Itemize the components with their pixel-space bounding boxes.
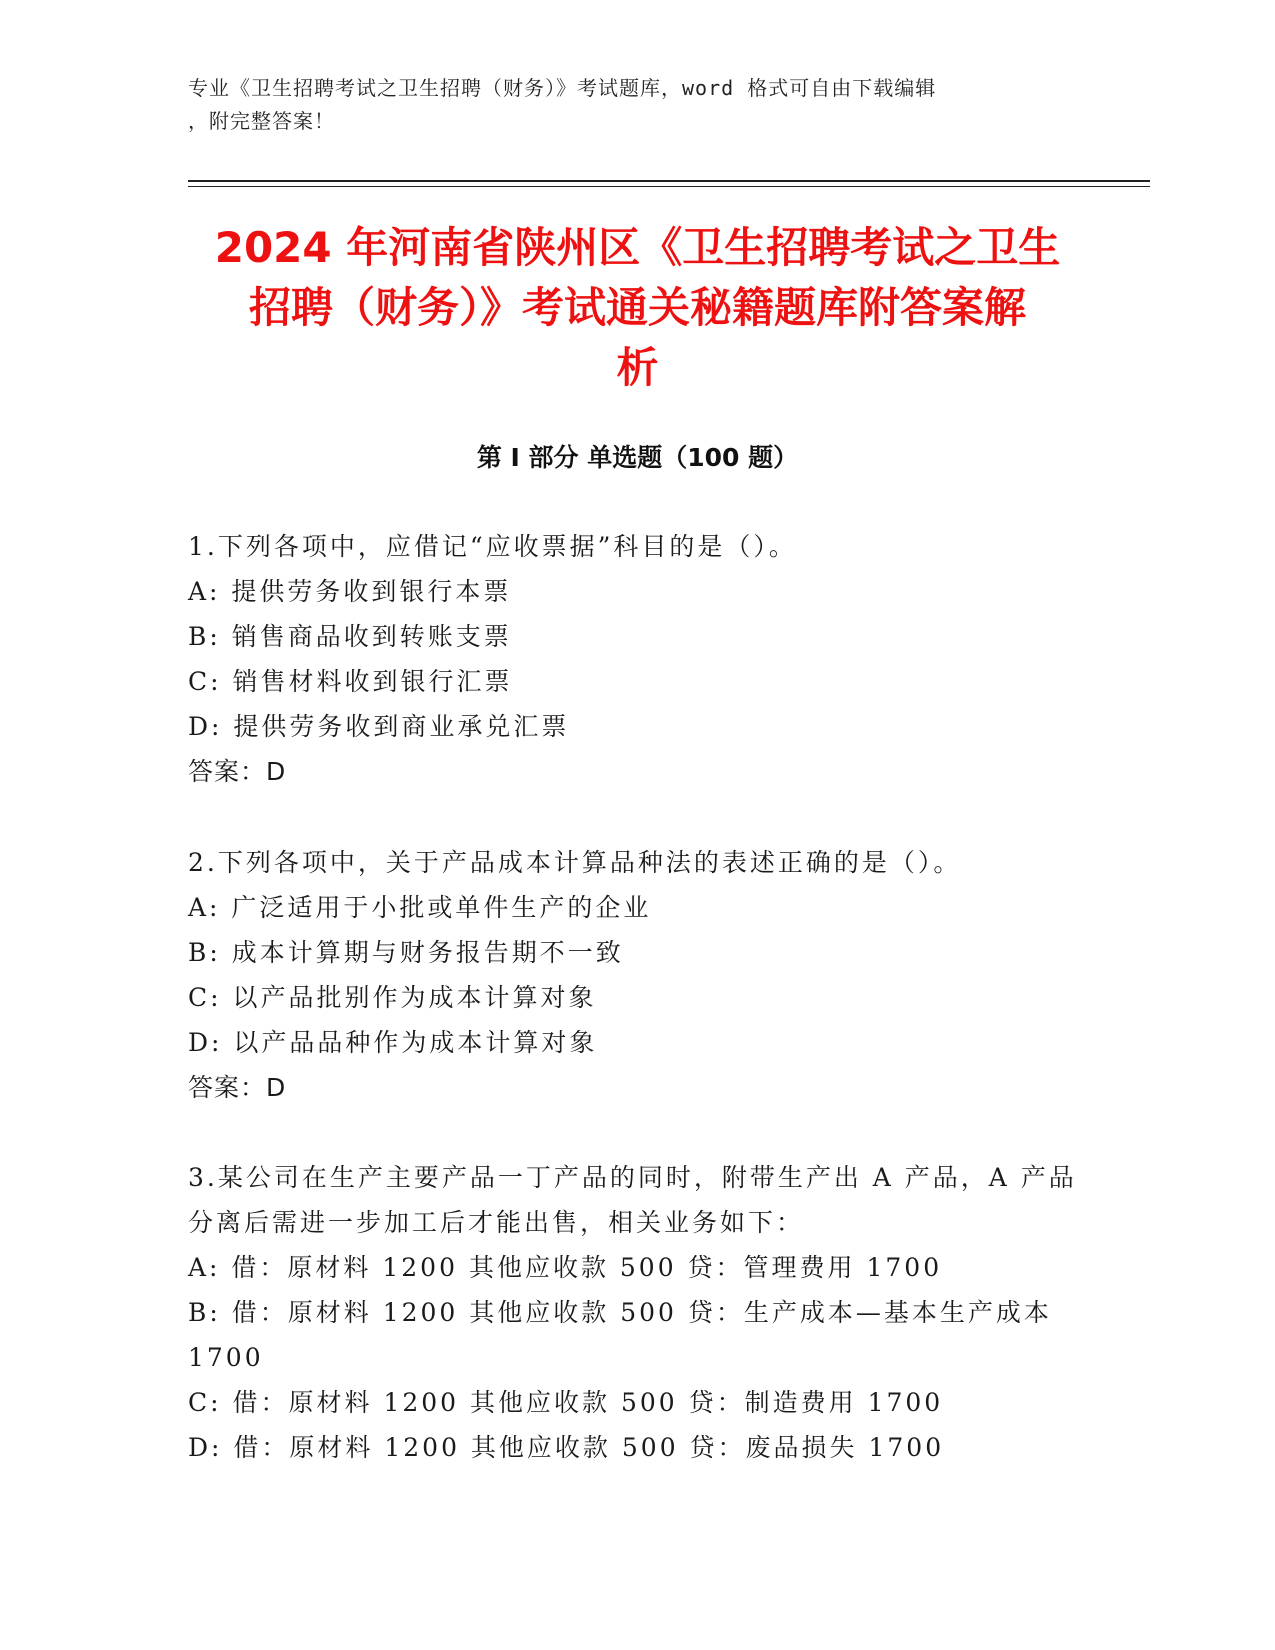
question-stem: 2.下列各项中，关于产品成本计算品种法的表述正确的是（）。 [188, 848, 962, 877]
option-b-continued: 1700 [188, 1343, 264, 1372]
option-d: D: 借：原材料 1200 其他应收款 500 贷：废品损失 1700 [188, 1433, 945, 1462]
question-stem-line-1: 3.某公司在生产主要产品一丁产品的同时，附带生产出 A 产品，A 产品 [188, 1163, 1077, 1192]
document-title [150, 218, 1125, 398]
question-1 [188, 524, 1088, 794]
option-d: D: 以产品品种作为成本计算对象 [188, 1028, 598, 1057]
option-c: C: 销售材料收到银行汇票 [188, 667, 513, 696]
question-stem: 1.下列各项中，应借记“应收票据”科目的是（）。 [188, 532, 797, 561]
header-note-line-1: 专业《卫生招聘考试之卫生招聘（财务）》考试题库，word 格式可自由下载编辑 [188, 76, 937, 100]
option-b: B: 销售商品收到转账支票 [188, 622, 512, 651]
option-d: D: 提供劳务收到商业承兑汇票 [188, 712, 570, 741]
question-stem-line-2: 分离后需进一步加工后才能出售，相关业务如下： [188, 1208, 805, 1237]
section-heading: 第 I 部分 单选题（100 题） [476, 443, 799, 472]
answer: 答案：D [188, 1073, 287, 1102]
header-note [188, 72, 1068, 138]
title-line-2: 招聘（财务）》考试通关秘籍题库附答案解 [248, 283, 1026, 332]
option-a: A: 广泛适用于小批或单件生产的企业 [188, 893, 652, 922]
option-b: B: 借：原材料 1200 其他应收款 500 贷：生产成本—基本生产成本 [188, 1298, 1052, 1327]
header-divider-thick [188, 180, 1150, 182]
question-2 [188, 840, 1088, 1110]
question-3 [188, 1155, 1088, 1470]
header-note-line-2: ，附完整答案！ [188, 109, 335, 133]
title-line-1: 2024 年河南省陕州区《卫生招聘考试之卫生 [214, 223, 1061, 272]
option-b: B: 成本计算期与财务报告期不一致 [188, 938, 624, 967]
answer: 答案：D [188, 757, 287, 786]
option-c: C: 以产品批别作为成本计算对象 [188, 983, 597, 1012]
option-c: C: 借：原材料 1200 其他应收款 500 贷：制造费用 1700 [188, 1388, 944, 1417]
option-a: A: 提供劳务收到银行本票 [188, 577, 512, 606]
title-line-3: 析 [616, 343, 659, 392]
header-divider-thin [188, 186, 1150, 187]
option-a: A: 借：原材料 1200 其他应收款 500 贷：管理费用 1700 [188, 1253, 943, 1282]
